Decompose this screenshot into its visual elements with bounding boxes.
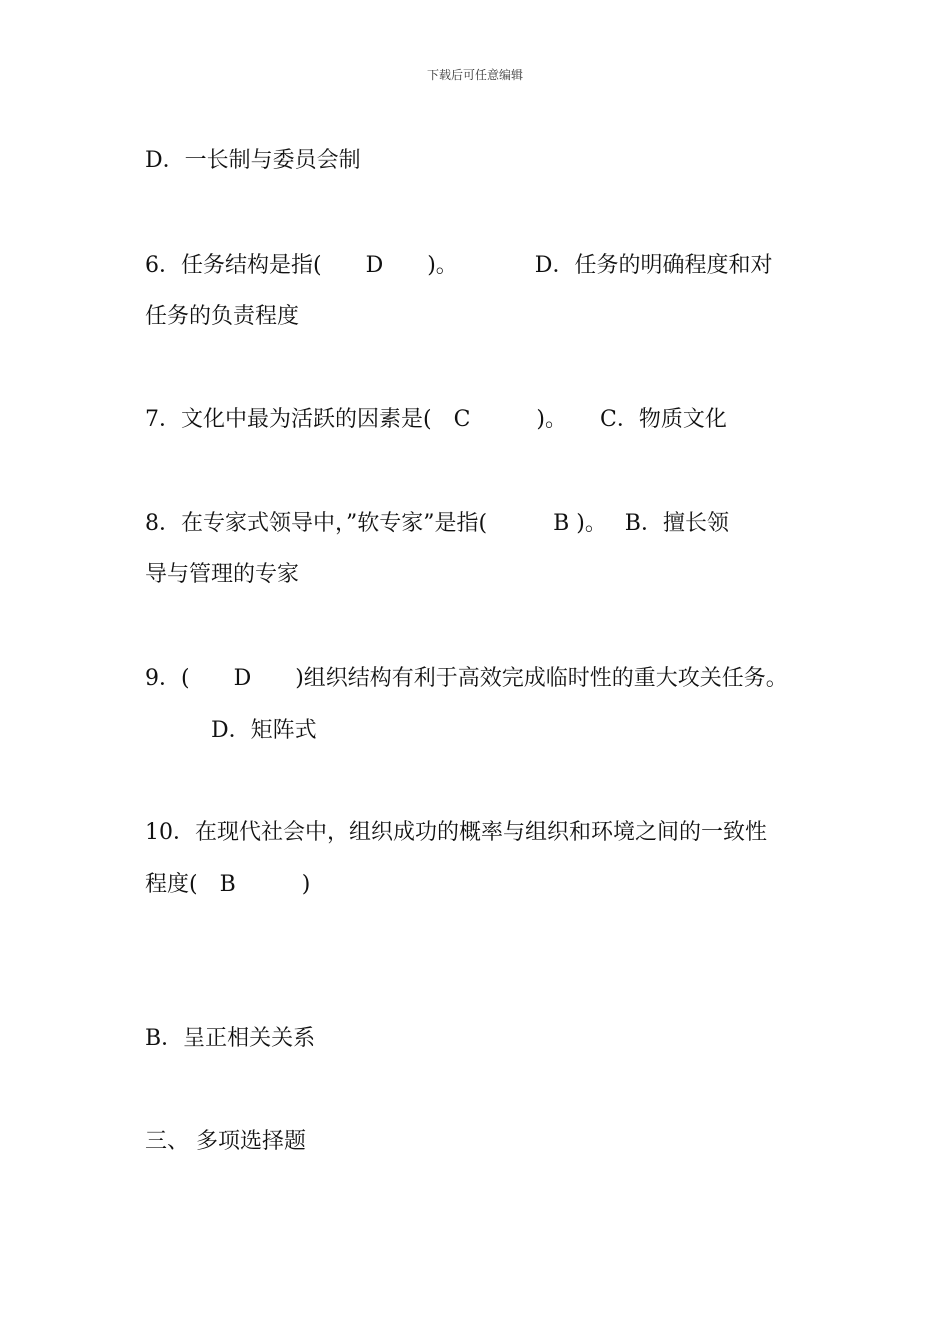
page-header: 下载后可任意编辑 [426,68,523,82]
question-10-answer: B．呈正相关关系 [145,1026,316,1051]
question-9: 9．( D )组织结构有利于高效完成临时性的重大攻关任务。 [145,666,788,691]
question-7: 7．文化中最为活跃的因素是( C )。 C．物质文化 [145,407,727,432]
question-9-answer: D．矩阵式 [145,718,317,743]
question-10: 10．在现代社会中，组织成功的概率与组织和环境之间的一致性 [145,820,767,845]
question-6: 6．任务结构是指( D )。 D．任务的明确程度和对 [145,253,773,278]
question-8-continued: 导与管理的专家 [145,562,300,587]
question-6-continued: 任务的负责程度 [145,304,300,329]
question-10-continued: 程度( B ) [145,872,311,897]
option-d-q5: D．一长制与委员会制 [145,148,361,173]
section-heading-multiple-choice: 三、 多项选择题 [145,1129,306,1154]
question-8: 8．在专家式领导中，”软专家”是指( B )。 B．擅长领 [145,511,729,536]
